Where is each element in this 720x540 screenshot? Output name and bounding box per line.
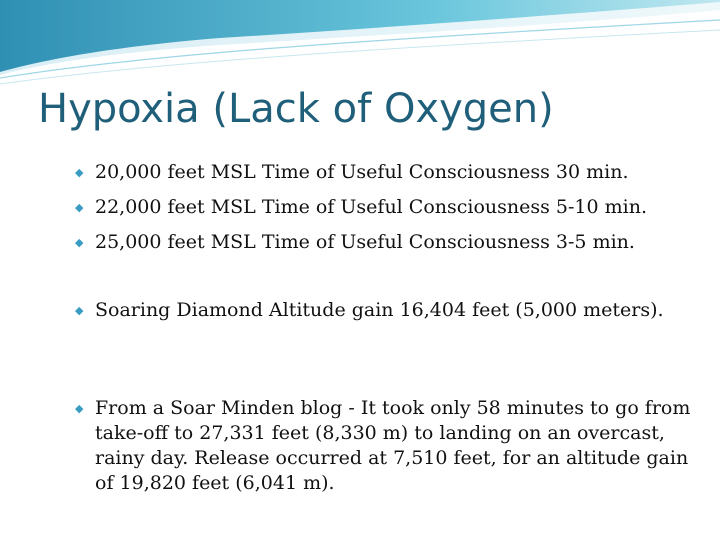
triangle-bullet-icon: ◆ — [75, 166, 84, 179]
header-wave-decoration — [0, 0, 720, 90]
triangle-bullet-icon: ◆ — [75, 201, 84, 214]
bullet-text: 22,000 feet MSL Time of Useful Consciousness 5-10 min. — [95, 196, 648, 218]
bullet-item — [75, 160, 695, 185]
bullet-text: 20,000 feet MSL Time of Useful Consciousness 30 min. — [95, 161, 629, 183]
bullet-item — [75, 396, 695, 496]
triangle-bullet-icon: ◆ — [75, 402, 84, 415]
bullet-text: From a Soar Minden blog - It took only 58 minutes to go from take-off to 27,331 feet (8,330 m) to landing on an overcast, rainy day. Release occurred at 7,510 feet, for an altitude gain of 19,820 feet (6,041 m). — [95, 397, 691, 494]
bullet-item — [75, 298, 695, 323]
bullet-item — [75, 195, 695, 220]
triangle-bullet-icon: ◆ — [75, 304, 84, 317]
slide-title: Hypoxia (Lack of Oxygen) — [38, 86, 554, 132]
bullet-text: Soaring Diamond Altitude gain 16,404 feet (5,000 meters). — [95, 299, 664, 321]
bullet-item — [75, 230, 695, 255]
bullet-text: 25,000 feet MSL Time of Useful Consciousness 3-5 min. — [95, 231, 635, 253]
triangle-bullet-icon: ◆ — [75, 236, 84, 249]
